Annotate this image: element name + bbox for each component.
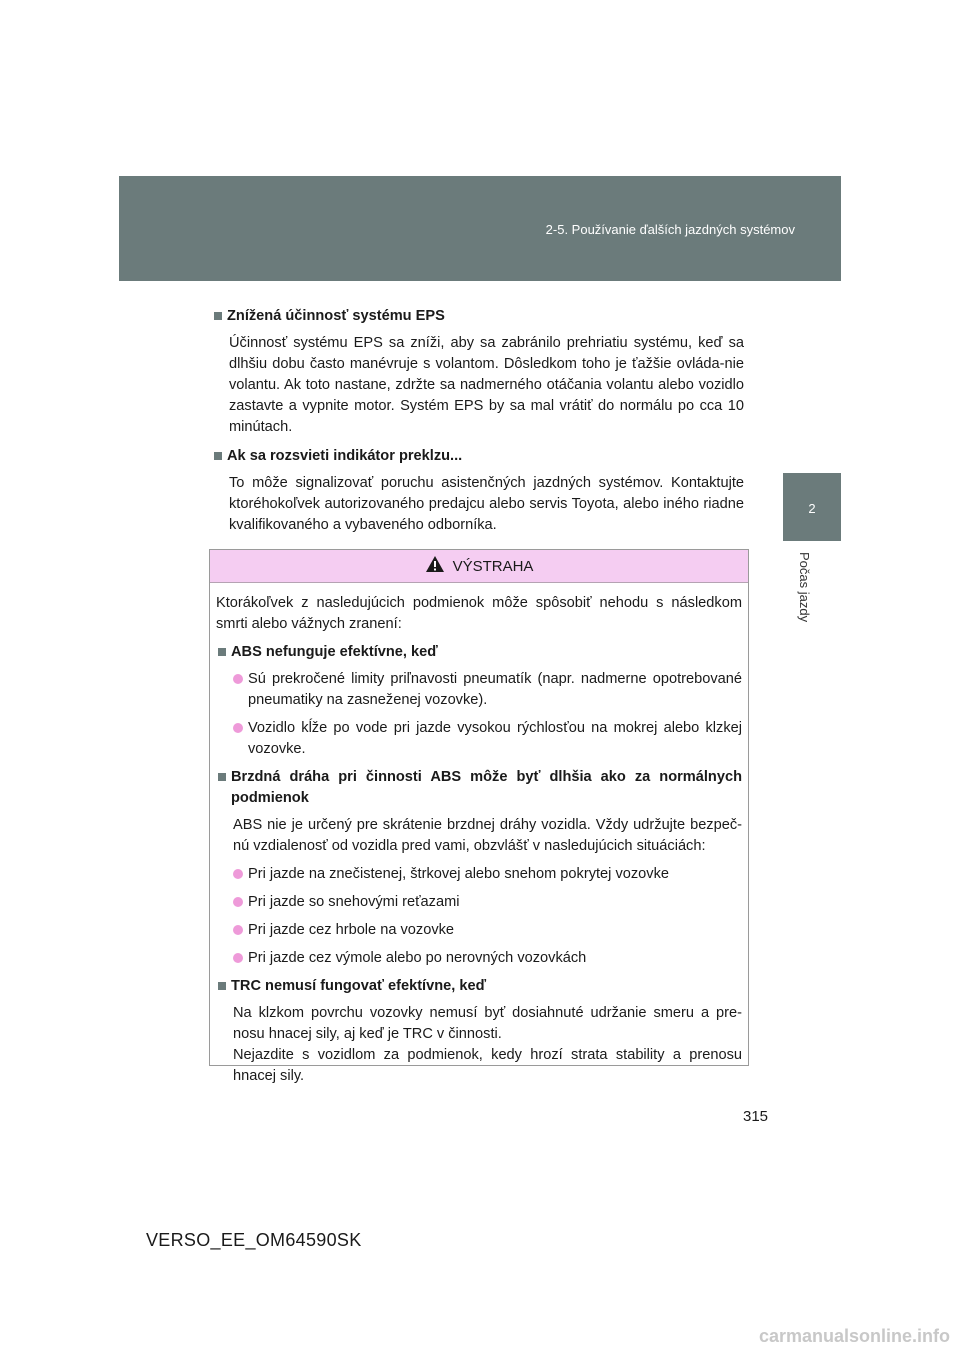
warning-text: Na klzkom povrchu vozovky nemusí byť dosiahnuté udržanie smeru a pre-nosu hnacej sily, aj keď je TRC v činnosti. (233, 1005, 742, 1042)
warning-header (210, 550, 748, 583)
list-item: Pri jazde na znečistenej, štrkovej alebo snehom pokrytej vozovke (233, 864, 742, 885)
list-item: Pri jazde cez hrbole na vozovke (233, 920, 742, 941)
chapter-number: 2 (808, 501, 816, 516)
warning-intro: Ktorákoľvek z nasledujúcich podmienok môže spôsobiť nehodu s následkom smrti alebo vážnych zranení: (216, 595, 742, 632)
bullet-dot-icon (233, 723, 243, 733)
main-content (212, 306, 744, 544)
bullet-dot-icon (233, 953, 243, 963)
subheading-text: TRC nemusí fungovať efektívne, keď (231, 978, 487, 994)
warning-text: ABS nie je určený pre skrátenie brzdnej dráhy vozidla. Vždy udržujte bezpeč-nú vzdialenosť od vozidla pred vami, obzvlášť v nasledujúcich situáciách: (233, 817, 742, 854)
square-bullet-icon (214, 312, 222, 320)
page-number: 315 (743, 1108, 769, 1125)
list-item: Sú prekročené limity priľnavosti pneumatík (napr. nadmerne opotrebované pneumatiky na zasneženej vozovke). (233, 669, 742, 711)
warning-subheading (216, 976, 742, 997)
subheading-text: Brzdná dráha pri činnosti ABS môže byť dlhšia ako za normálnych podmienok (231, 769, 742, 806)
list-item: Vozidlo kĺže po vode pri jazde vysokou rýchlosťou na mokrej alebo klzkej vozovke. (233, 718, 742, 760)
section-heading (212, 306, 744, 327)
chapter-tab (783, 473, 841, 541)
section-title: 2-5. Používanie ďalších jazdných systémov (545, 222, 795, 237)
bullet-dot-icon (233, 897, 243, 907)
section-heading (212, 446, 744, 467)
list-item: Pri jazde so snehovými reťazami (233, 892, 742, 913)
header-band (119, 176, 841, 281)
warning-box (209, 549, 749, 1084)
square-bullet-icon (218, 773, 226, 781)
square-bullet-icon (218, 648, 226, 656)
warning-triangle-icon (425, 555, 445, 577)
warning-text: Nejazdite s vozidlom za podmienok, kedy hrozí strata stability a prenosu hnacej sily. (233, 1047, 742, 1084)
warning-title: VÝSTRAHA (452, 557, 534, 575)
bullet-dot-icon (233, 869, 243, 879)
heading-text: Znížená účinnosť systému EPS (227, 308, 445, 324)
document-code: VERSO_EE_OM64590SK (146, 1230, 362, 1250)
list-item: Pri jazde cez výmole alebo po nerovných vozovkách (233, 948, 742, 969)
warning-body (210, 583, 748, 1087)
warning-subheading (216, 767, 742, 809)
chapter-label: Počas jazdy (797, 552, 812, 623)
warning-subheading (216, 642, 742, 663)
watermark: carmanualsonline.info (758, 1326, 950, 1346)
subheading-text: ABS nefunguje efektívne, keď (231, 644, 438, 660)
heading-text: Ak sa rozsvieti indikátor preklzu... (227, 448, 463, 464)
section-text: To môže signalizovať poruchu asistenčných jazdných systémov. Kontaktujte ktoréhokoľvek autorizovaného predajcu alebo servis Toyota, alebo iného riadne kvalifikovaného a vybaveného odborníka. (229, 475, 744, 533)
bullet-dot-icon (233, 925, 243, 935)
square-bullet-icon (214, 452, 222, 460)
square-bullet-icon (218, 982, 226, 990)
bullet-dot-icon (233, 674, 243, 684)
section-text: Účinnosť systému EPS sa zníži, aby sa zabránilo prehriatiu systému, keď sa dlhšiu dobu často manévruje s volantom. Dôsledkom toho je ťažšie ovláda-nie volantu. Ak toto nastane, zdržte sa nadmerného otáčania volantu alebo vozidlo zastavte a vypnite motor. Systém EPS by sa mal vrátiť do normálu po cca 10 minútach. (229, 335, 744, 435)
